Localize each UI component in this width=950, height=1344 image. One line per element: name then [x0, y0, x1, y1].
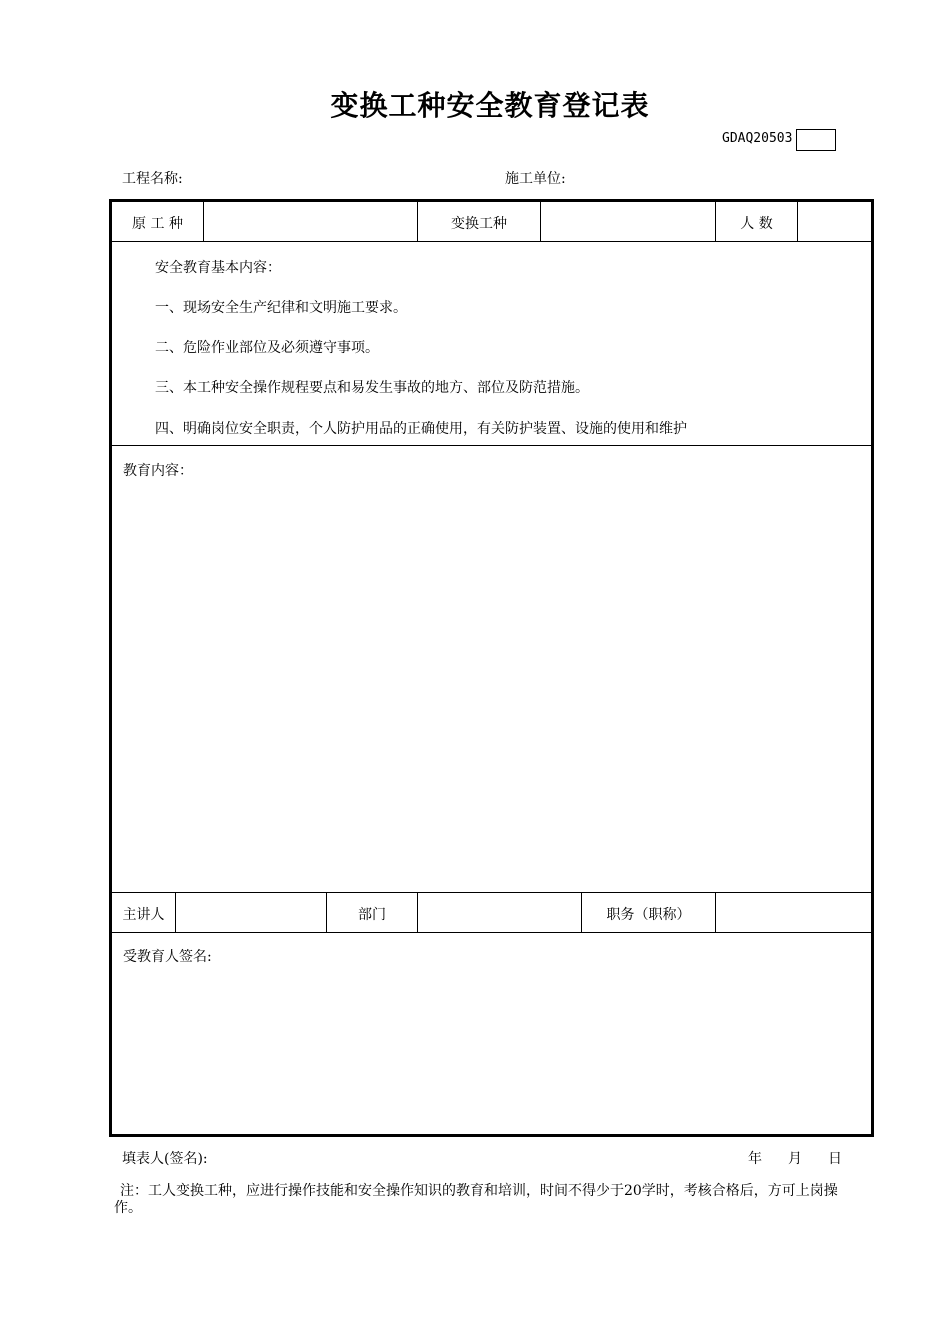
- col-divider: [797, 202, 798, 242]
- filler-signature-label: 填表人(签名):: [122, 1151, 208, 1167]
- construction-unit-label: 施工单位:: [505, 171, 566, 187]
- form-code-box[interactable]: [796, 129, 836, 151]
- new-trade-label: 变换工种: [451, 216, 507, 232]
- trainee-signature-label: 受教育人签名:: [123, 949, 212, 965]
- basic-content-item: 三、本工种安全操作规程要点和易发生事故的地方、部位及防范措施。: [155, 380, 589, 396]
- trainee-signature-field[interactable]: [123, 968, 863, 1128]
- position-label: 职务（职称）: [606, 907, 691, 923]
- project-name-label: 工程名称:: [122, 171, 183, 187]
- lecturer-label: 主讲人: [122, 907, 165, 923]
- date-month-label: 月: [788, 1151, 802, 1167]
- row-divider: [112, 445, 871, 446]
- footnote: 注：工人变换工种，应进行操作技能和安全操作知识的教育和培训，时间不得少于20学时，考核合格后，方可上岗操作。: [114, 1183, 838, 1216]
- education-content-field[interactable]: [123, 482, 863, 882]
- headcount-label: 人 数: [740, 216, 773, 232]
- date-day-label: 日: [828, 1151, 842, 1167]
- basic-content-item: 四、明确岗位安全职责，个人防护用品的正确使用，有关防护装置、设施的使用和维护: [155, 421, 687, 437]
- headcount-field[interactable]: [802, 213, 866, 233]
- education-content-label: 教育内容：: [123, 463, 193, 479]
- col-divider: [175, 892, 176, 933]
- col-divider: [540, 202, 541, 242]
- original-trade-field[interactable]: [208, 213, 413, 233]
- basic-content-item: 二、危险作业部位及必须遵守事项。: [155, 340, 379, 356]
- new-trade-field[interactable]: [545, 213, 711, 233]
- row-divider: [112, 892, 871, 893]
- position-field[interactable]: [720, 904, 866, 924]
- col-divider: [715, 892, 716, 933]
- col-divider: [203, 202, 204, 242]
- col-divider: [417, 892, 418, 933]
- registration-form-table: [109, 199, 874, 1137]
- form-code: GDAQ20503: [722, 131, 793, 146]
- row-divider: [112, 241, 871, 242]
- form-title: 变换工种安全教育登记表: [330, 89, 650, 122]
- lecturer-field[interactable]: [180, 904, 322, 924]
- department-field[interactable]: [422, 904, 577, 924]
- basic-content-heading: 安全教育基本内容：: [155, 260, 281, 276]
- date-year-label: 年: [748, 1151, 762, 1167]
- row-divider: [112, 932, 871, 933]
- basic-content-item: 一、现场安全生产纪律和文明施工要求。: [155, 300, 407, 316]
- original-trade-label: 原 工 种: [132, 216, 183, 232]
- department-label: 部门: [358, 907, 386, 923]
